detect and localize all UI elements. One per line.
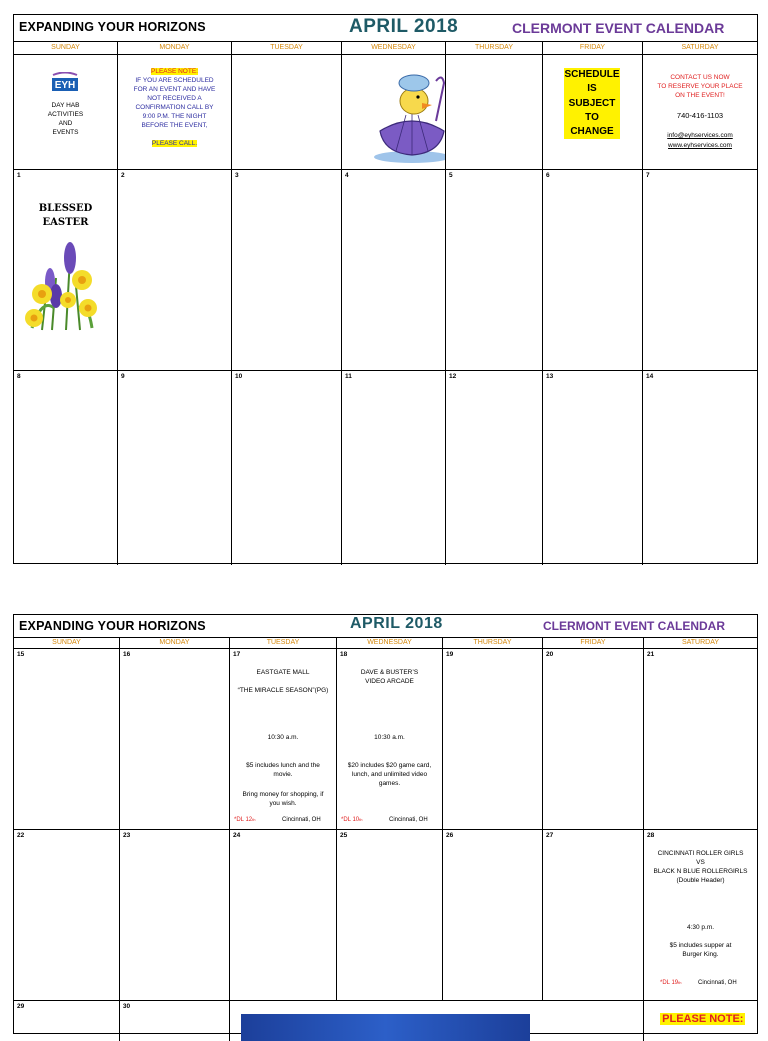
day-cell [543,830,644,1000]
day-number: 21 [647,651,655,658]
day-number: 14 [646,373,654,380]
day-cell [443,649,543,829]
week-row [14,170,757,371]
event-cell-tue17 [230,649,337,829]
website-link[interactable]: www.eyhservices.com [668,142,732,149]
intro-saturday [643,55,757,169]
note-heading: PLEASE NOTE: [151,68,198,75]
month-title: APRIL 2018 [349,16,459,37]
weekday-sunday: SUNDAY [14,638,120,648]
brand-title: EXPANDING YOUR HORIZONS [19,20,206,34]
week-row [14,830,757,1001]
day-number: 7 [646,172,650,179]
day-number: 2 [121,172,125,179]
day-cell [443,830,543,1000]
event-time: 10:30 a.m. [267,734,299,741]
weekday-sunday: SUNDAY [14,42,118,54]
title-line: DAVE & BUSTER’S [360,669,419,676]
event-time: 10:30 a.m. [374,734,405,741]
weekday-thursday: THURSDAY [446,42,543,54]
easter-line: BLESSED [38,203,93,214]
deadline: *DL 19th [660,980,682,986]
title-line: VS [696,859,705,866]
event-calendar-title: CLERMONT EVENT CALENDAR [543,619,725,633]
day-number: 28 [647,832,655,839]
price-line: lunch, and unlimited video [351,771,428,778]
day-cell [120,649,230,829]
day-cell [14,649,120,829]
banner-cell [230,1001,544,1041]
day-cell [14,1001,120,1041]
month-title: APRIL 2018 [350,615,443,632]
intro-wednesday [342,55,446,169]
day-cell [342,170,446,370]
day-number: 23 [123,832,131,839]
logo-text: EYH [54,80,76,91]
day-number: 13 [546,373,554,380]
event-location: Cincinnati, OH [282,817,321,823]
email-link[interactable]: info@eyhservices.com [667,132,733,139]
title-line: BLACK N BLUE ROLLERGIRLS [653,868,748,875]
easter-line: EASTER [42,217,89,228]
weekday-saturday: SATURDAY [681,639,720,646]
contact-text [643,73,757,100]
day-cell [14,371,118,565]
duck-umbrella-illustration [370,61,446,165]
event-subtitle: “THE MIRACLE SEASON”(PG) [237,687,329,694]
day-cell [230,830,337,1000]
event-title: EASTGATE MALL [256,669,310,676]
day-number: 1 [17,172,21,179]
dayhab-line: ACTIVITIES [47,111,84,118]
contact-line: CONTACT US NOW [670,74,730,81]
event-time: 4:30 p.m. [686,924,715,931]
title-bar [14,615,757,638]
price-line: $20 includes $20 game card, [347,762,432,769]
day-number: 17 [233,651,241,658]
weekday-friday: FRIDAY [543,638,644,648]
event-price [230,761,336,779]
day-number: 19 [446,651,454,658]
event-price [337,761,442,788]
price-line: $5 includes lunch and the [246,762,320,769]
easter-flowers-illustration [22,238,110,332]
deadline: *DL 10th [341,817,363,823]
event-location: Cincinnati, OH [389,817,428,823]
schedule-line: SUBJECT [568,97,616,109]
weekday-monday: MONDAY [120,638,230,648]
schedule-line: SCHEDULE [564,69,620,80]
day-cell [118,170,232,370]
event-title [337,668,442,686]
event-location: Cincinnati, OH [698,980,737,986]
eyh-logo [50,72,80,92]
schedule-line: TO [585,111,599,123]
schedule-change-notice [564,68,620,139]
phone-number: 740-416-1103 [676,111,724,120]
blue-banner-image [241,1014,530,1041]
intro-tuesday [232,55,342,169]
intro-friday [543,55,643,169]
intro-thursday [446,55,543,169]
day-cell [14,170,118,370]
day-cell [118,371,232,565]
note-line: NOT RECEIVED A [147,95,202,102]
weekday-thursday: THURSDAY [443,638,543,648]
day-number: 6 [546,172,550,179]
day-number: 3 [235,172,239,179]
day-number: 16 [123,651,131,658]
intro-sunday [14,55,118,169]
day-number: 29 [17,1003,25,1010]
day-cell [643,371,757,565]
price-line: $5 includes supper at [669,942,732,949]
extra-line: Bring money for shopping, if [242,791,324,798]
event-title [644,849,757,885]
intro-monday [118,55,232,169]
confirmation-note [118,67,231,148]
day-number: 9 [121,373,125,380]
event-cell-sat28 [644,830,757,1000]
day-cell [446,170,543,370]
day-cell [644,649,757,829]
day-number: 25 [340,832,348,839]
weekday-wednesday: WEDNESDAY [337,638,443,648]
dayhab-line: DAY HAB [51,102,80,109]
schedule-line: CHANGE [570,126,614,138]
please-call: PLEASE CALL. [151,140,198,147]
day-number: 11 [345,373,352,380]
event-extra [230,790,336,808]
title-line: VIDEO ARCADE [365,678,414,685]
week-row [14,1001,757,1041]
week-row [14,649,757,830]
title-line: (Double Header) [676,877,725,884]
title-line: CINCINNATI ROLLER GIRLS [657,850,744,857]
day-number: 20 [546,651,554,658]
day-number: 22 [17,832,25,839]
weekday-header [14,42,757,55]
weekday-tuesday: TUESDAY [232,42,342,54]
note-line: FOR AN EVENT AND HAVE [133,86,216,93]
title-bar [14,15,757,42]
event-calendar-title: CLERMONT EVENT CALENDAR [512,20,725,36]
weekday-tuesday: TUESDAY [230,638,337,648]
note-line: CONFIRMATION CALL BY [135,104,214,111]
bottom-note-heading: PLEASE NOTE: [662,1013,744,1025]
calendar-page-1 [13,14,758,564]
deadline: *DL 12th [234,817,256,823]
weekday-friday: FRIDAY [543,42,643,54]
brand-title: EXPANDING YOUR HORIZONS [19,619,206,633]
day-number: 5 [449,172,453,179]
event-price [644,941,757,959]
day-cell [337,830,443,1000]
weekday-wednesday: WEDNESDAY [342,42,446,54]
day-cell [232,371,342,565]
dayhab-line: EVENTS [52,129,79,136]
dayhab-line: AND [58,120,73,127]
day-cell [14,830,120,1000]
day-number: 12 [449,373,457,380]
event-cell-wed18 [337,649,443,829]
day-number: 24 [233,832,241,839]
day-cell [644,1001,757,1041]
day-cell [543,649,644,829]
day-cell [120,830,230,1000]
week-row [14,371,757,565]
day-cell [342,371,446,565]
calendar-page-2 [13,614,758,1034]
day-cell [643,170,757,370]
day-number: 10 [235,373,243,380]
day-number: 26 [446,832,454,839]
contact-line: TO RESERVE YOUR PLACE [657,83,743,90]
easter-greeting [14,202,117,230]
day-number: 30 [122,1003,131,1010]
extra-line: you wish. [269,800,297,807]
price-line: games. [378,780,401,787]
day-number: 4 [345,172,349,179]
note-line: BEFORE THE EVENT, [141,122,208,129]
day-cell [543,1001,644,1041]
weekday-monday: MONDAY [118,42,232,54]
schedule-line: IS [587,83,597,95]
contact-line: ON THE EVENT! [675,92,725,99]
day-number: 15 [17,651,25,658]
weekday-saturday: SATURDAY [681,44,719,51]
day-cell [543,170,643,370]
day-number: 8 [17,373,21,380]
note-line: 9:00 P.M. THE NIGHT [142,113,207,120]
note-line: IF YOU ARE SCHEDULED [135,77,214,84]
day-cell [543,371,643,565]
price-line: Burger King. [682,951,719,958]
intro-row [14,55,757,170]
day-number: 18 [340,651,348,658]
day-cell [232,170,342,370]
weekday-header [14,638,757,649]
day-cell [120,1001,230,1041]
day-cell [446,371,543,565]
day-number: 27 [546,832,554,839]
price-line: movie. [273,771,293,778]
dayhab-text [14,101,117,137]
